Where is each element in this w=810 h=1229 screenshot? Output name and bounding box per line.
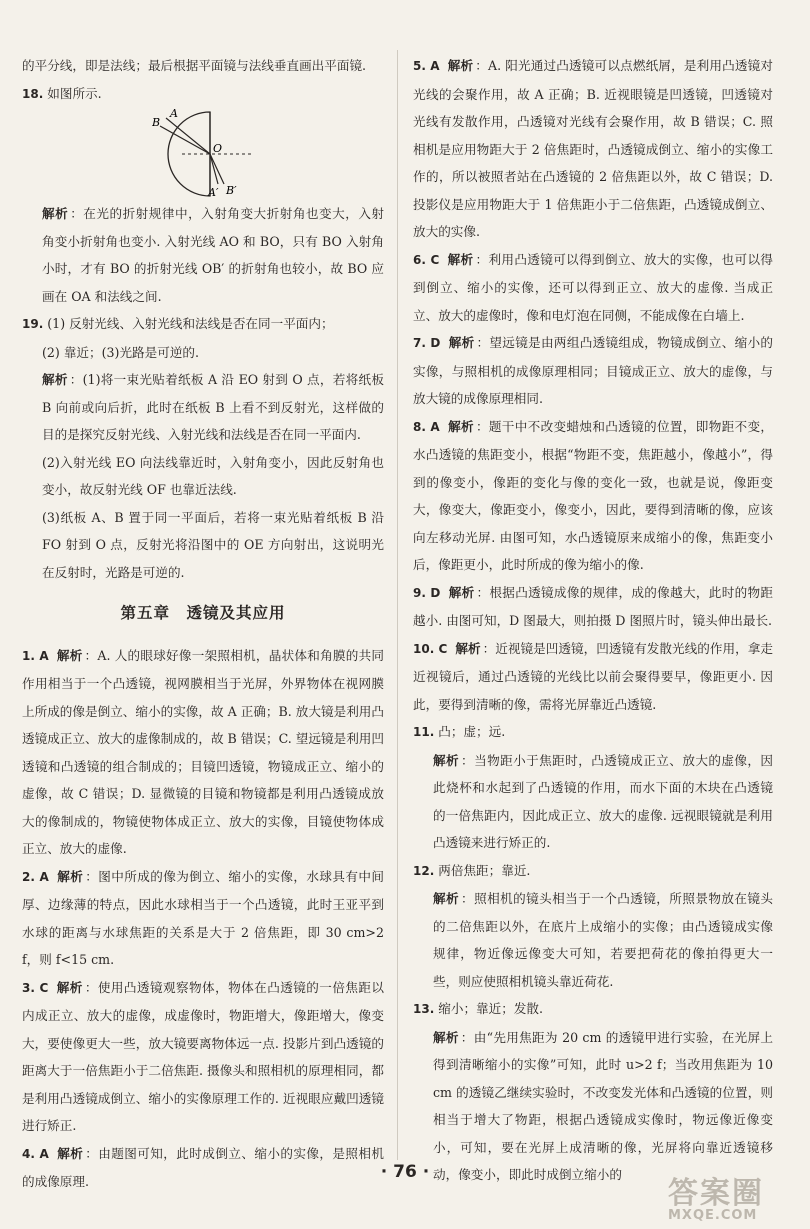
question-18 [22, 80, 384, 109]
analysis-text: ：根据凸透镜成像的规律，成的像越大，此时的物距越小. 由图可知，D 图最大，则拍摄 D 图照片时，镜头伸出最长. [413, 584, 774, 628]
question-number: 13. [413, 1002, 435, 1016]
analysis-label: 解析 [447, 58, 474, 73]
question-number: 11. [413, 725, 435, 739]
question-13 [413, 995, 773, 1024]
question-1 [22, 642, 384, 863]
question-number: 3. C [22, 980, 49, 995]
question-number: 1. A [22, 648, 49, 663]
analysis-label: 解析 [448, 584, 475, 600]
analysis-label: 解析 [433, 752, 460, 768]
analysis-label: 解析 [42, 206, 69, 221]
question-answer: 缩小；靠近；发散. [438, 1001, 544, 1016]
analysis-text: ：当物距小于焦距时，凸透镜成正立、放大的虚像，因此烧杯和水起到了凸透镜的作用，而水下面的木块在凸透镜的一倍焦距内，因此成正立、放大的虚像. 远视眼镜就是利用凸透镜来进行矫正的. [433, 752, 774, 850]
analysis-label: 解析 [56, 979, 83, 995]
analysis-label: 解析 [433, 1029, 459, 1045]
question-19 [22, 310, 384, 339]
label-b: B [152, 116, 161, 129]
label-a-prime: A′ [208, 186, 219, 199]
question-number: 5. A [413, 59, 440, 73]
analysis-label: 解析 [455, 640, 481, 656]
analysis-label: 解析 [448, 335, 475, 350]
analysis-label: 解析 [56, 647, 83, 663]
question-11 [413, 718, 773, 747]
analysis-text: ：由题图可知，此时成倒立、缩小的实像，是照相机的成像原理. [22, 1145, 384, 1189]
q12-analysis [413, 885, 773, 995]
analysis-text: ：望远镜是由两组凸透镜组成，物镜成倒立、缩小的实像，与照相机的成像原理相同；目镜成正立、放大的虚像，与放大镜的成像原理相同. [413, 335, 774, 406]
analysis-label: 解析 [42, 372, 68, 387]
question-5 [413, 52, 773, 246]
analysis-label: 解析 [57, 868, 84, 884]
question-answer: 如图所示. [47, 85, 102, 101]
analysis-text: ：在光的折射规律中，入射角变大折射角也变大，入射角变小折射角也变小. 入射光线 AO 和 BO，只有 BO 入射角小时，才有 BO 的折射光线 OB′ 的折射角也较小，故 BO 应画在 OA 和法线之间. [42, 206, 385, 304]
q11-analysis [413, 747, 773, 857]
q19-analysis-2: (2)入射光线 EO 向法线靠近时，入射角变小，因此反射角也变小，故反射光线 OF 也靠近法线. [42, 454, 384, 497]
analysis-text: ：图中所成的像为倒立、缩小的实像，水球具有中间厚、边缘薄的特点，因此水球相当于一个凸透镜，此时王亚平到水球的距离与水球焦距的关系是大于 2 倍焦距，即 30 cm>2 f，则 f<15 cm. [22, 868, 384, 967]
question-answer-1: (1) 反射光线、入射光线和法线是否在同一平面内； [47, 316, 334, 331]
watermark-domain: MXQE.COM [668, 1208, 758, 1223]
analysis-label: 解析 [433, 891, 460, 906]
analysis-text: ：题干中不改变蜡烛和凸透镜的位置，即物距不变，水凸透镜的焦距变小，根据“物距不变，焦距越小，像越小”，得到的像变小，像距的变化与像的变化一致，也就是说，像距变大，像变大，像距变小，像变小，因此，要得到清晰的像，应该向左移动光屏. 由图可知，水凸透镜原来成缩小的像，焦距变小后，像距更小，此时所成的像为缩小的像. [413, 418, 774, 572]
q18-analysis [22, 200, 384, 310]
ray-bo [160, 126, 210, 154]
question-number: 4. A [22, 1146, 49, 1161]
chapter-heading: 第五章 透镜及其应用 [120, 604, 286, 622]
analysis-text: ：利用凸透镜可以得到倒立、放大的实像，也可以得到倒立、缩小的实像，还可以得到正立、放大的虚像. 当成正立、放大的虚像时，像和电灯泡在同侧，不能成像在白墙上. [413, 251, 773, 323]
question-number: 8. A [413, 419, 440, 434]
question-19-line2: (2) 靠近；(3)光路是可逆的. [42, 344, 200, 360]
left-column [22, 52, 384, 1196]
analysis-text: ：使用凸透镜观察物体，物体在凸透镜的一倍焦距以内成正立、放大的虚像，成虚像时，物距增大，像距增大，像变大，要使像更大一些，放大镜要离物体远一点. 投影片到凸透镜的距离大于一倍焦距小于二倍焦距. 摄像头和照相机的原理相同，都是利用凸透镜成倒立、缩小的实像原理工作的. 近视眼应戴凹透镜进行矫正. [22, 979, 384, 1133]
label-a: A [170, 108, 178, 120]
analysis-text: ：(1)将一束光贴着纸板 A 沿 EO 射到 O 点，若将纸板 B 向前或向后折，此时在纸板 B 上看不到反射光，这样做的目的是探究反射光线、入射光线和法线是否在同一平面内. [42, 372, 385, 442]
question-10 [413, 635, 773, 719]
intro-text: 的平分线，即是法线；最后根据平面镜与法线垂直画出平面镜. [22, 58, 367, 73]
question-number: 10. C [413, 641, 448, 656]
question-number: 19. [22, 317, 44, 331]
watermark-logo [668, 1168, 804, 1224]
question-3 [22, 974, 384, 1140]
watermark-text: 答案圈 [668, 1176, 764, 1211]
question-number: 6. C [413, 252, 440, 267]
question-number: 2. A [22, 869, 49, 884]
analysis-text: ：A. 人的眼球好像一架照相机，晶状体和角膜的共同作用相当于一个凸透镜，视网膜相当于光屏，外界物体在视网膜上所成的像是倒立、缩小的实像，故 A 正确；B. 放大镜是利用凸透镜成正立、放大的虚像制成的，故 B 错误；C. 望远镜是利用凹透镜和凸透镜的组合制成的；目镜凹透镜，物镜成正立、缩小的虚像，故 C 错误；D. 显微镜的目镜和物镜都是利用凸透镜成放大的像制成的，物镜使物体成正立、放大的实像，目镜使物体成正立、放大的虚像. [22, 647, 384, 856]
question-answer: 两倍焦距；靠近. [438, 862, 531, 878]
question-7 [413, 329, 773, 413]
analysis-label: 解析 [57, 1145, 84, 1161]
question-number: 12. [413, 863, 435, 878]
analysis-text: ：近视镜是凹透镜，凹透镜有发散光线的作用，拿走近视镜后，通过凸透镜的光线比以前会聚得要早，像距更小. 因此，要得到清晰的像，需将光屏靠近凸透镜. [413, 640, 774, 712]
question-number: 9. D [413, 585, 441, 600]
question-number: 7. D [413, 336, 441, 350]
label-b-prime: B′ [226, 184, 237, 197]
analysis-text: ：由“先用焦距为 20 cm 的透镜甲进行实验，在光屏上得到清晰缩小的实像”可知，此时 u>2 f；当改用焦距为 10 cm 的透镜乙继续实验时，不改变发光体和凸透镜的位置，则相当于增大了物距，根据凸透镜成实像时，物远像近像变小，可知，要在光屏上成清晰的像，光屏将向靠近透镜移动，像变小，即此时成倒立缩小的 [433, 1029, 774, 1182]
question-8 [413, 413, 773, 579]
question-12 [413, 857, 773, 886]
analysis-text: ：A. 阳光通过凸透镜可以点燃纸屑，是利用凸透镜对光线的会聚作用，故 A 正确；B. 近视眼镜是凹透镜，凹透镜对光线有发散作用，凸透镜对光线有会聚作用，故 B 错误；C. 照相机是应用物距大于 2 倍焦距时，凸透镜成倒立、缩小的实像工作的，所以被照者站在凸透镜的 2 倍焦距以外，故 C 错误；D. 投影仪是应用物距大于 1 倍焦距小于二倍焦距，凸透镜成倒立、放大的实像. [413, 58, 773, 239]
refraction-diagram [152, 108, 262, 200]
refraction-figure [22, 108, 384, 200]
question-answer: 凸；虚；远. [438, 724, 506, 739]
analysis-label: 解析 [448, 418, 474, 434]
question-9 [413, 579, 773, 635]
analysis-text: ：照相机的镜头相当于一个凸透镜，所照景物放在镜头的二倍焦距以外，在底片上成缩小的实像；由凸透镜成实像规律，物近像远像变大可知，若要把荷花的像拍得更大一些，则应使照相机镜头靠近荷花. [433, 891, 774, 989]
q19-analysis-1 [22, 366, 384, 449]
question-2 [22, 863, 384, 974]
column-divider [397, 50, 398, 1160]
question-number: 18. [22, 86, 44, 101]
page-number: · 76 · [380, 1162, 430, 1182]
q19-analysis-3: (3)纸板 A、B 置于同一平面后，若将一束光贴着纸板 B 沿 FO 射到 O 点，反射光将沿图中的 OE 方向射出，这说明光在反射时，光路是可逆的. [42, 509, 384, 580]
label-o: O [213, 142, 223, 155]
analysis-label: 解析 [447, 251, 474, 267]
right-column [413, 52, 773, 1189]
question-6 [413, 246, 773, 330]
